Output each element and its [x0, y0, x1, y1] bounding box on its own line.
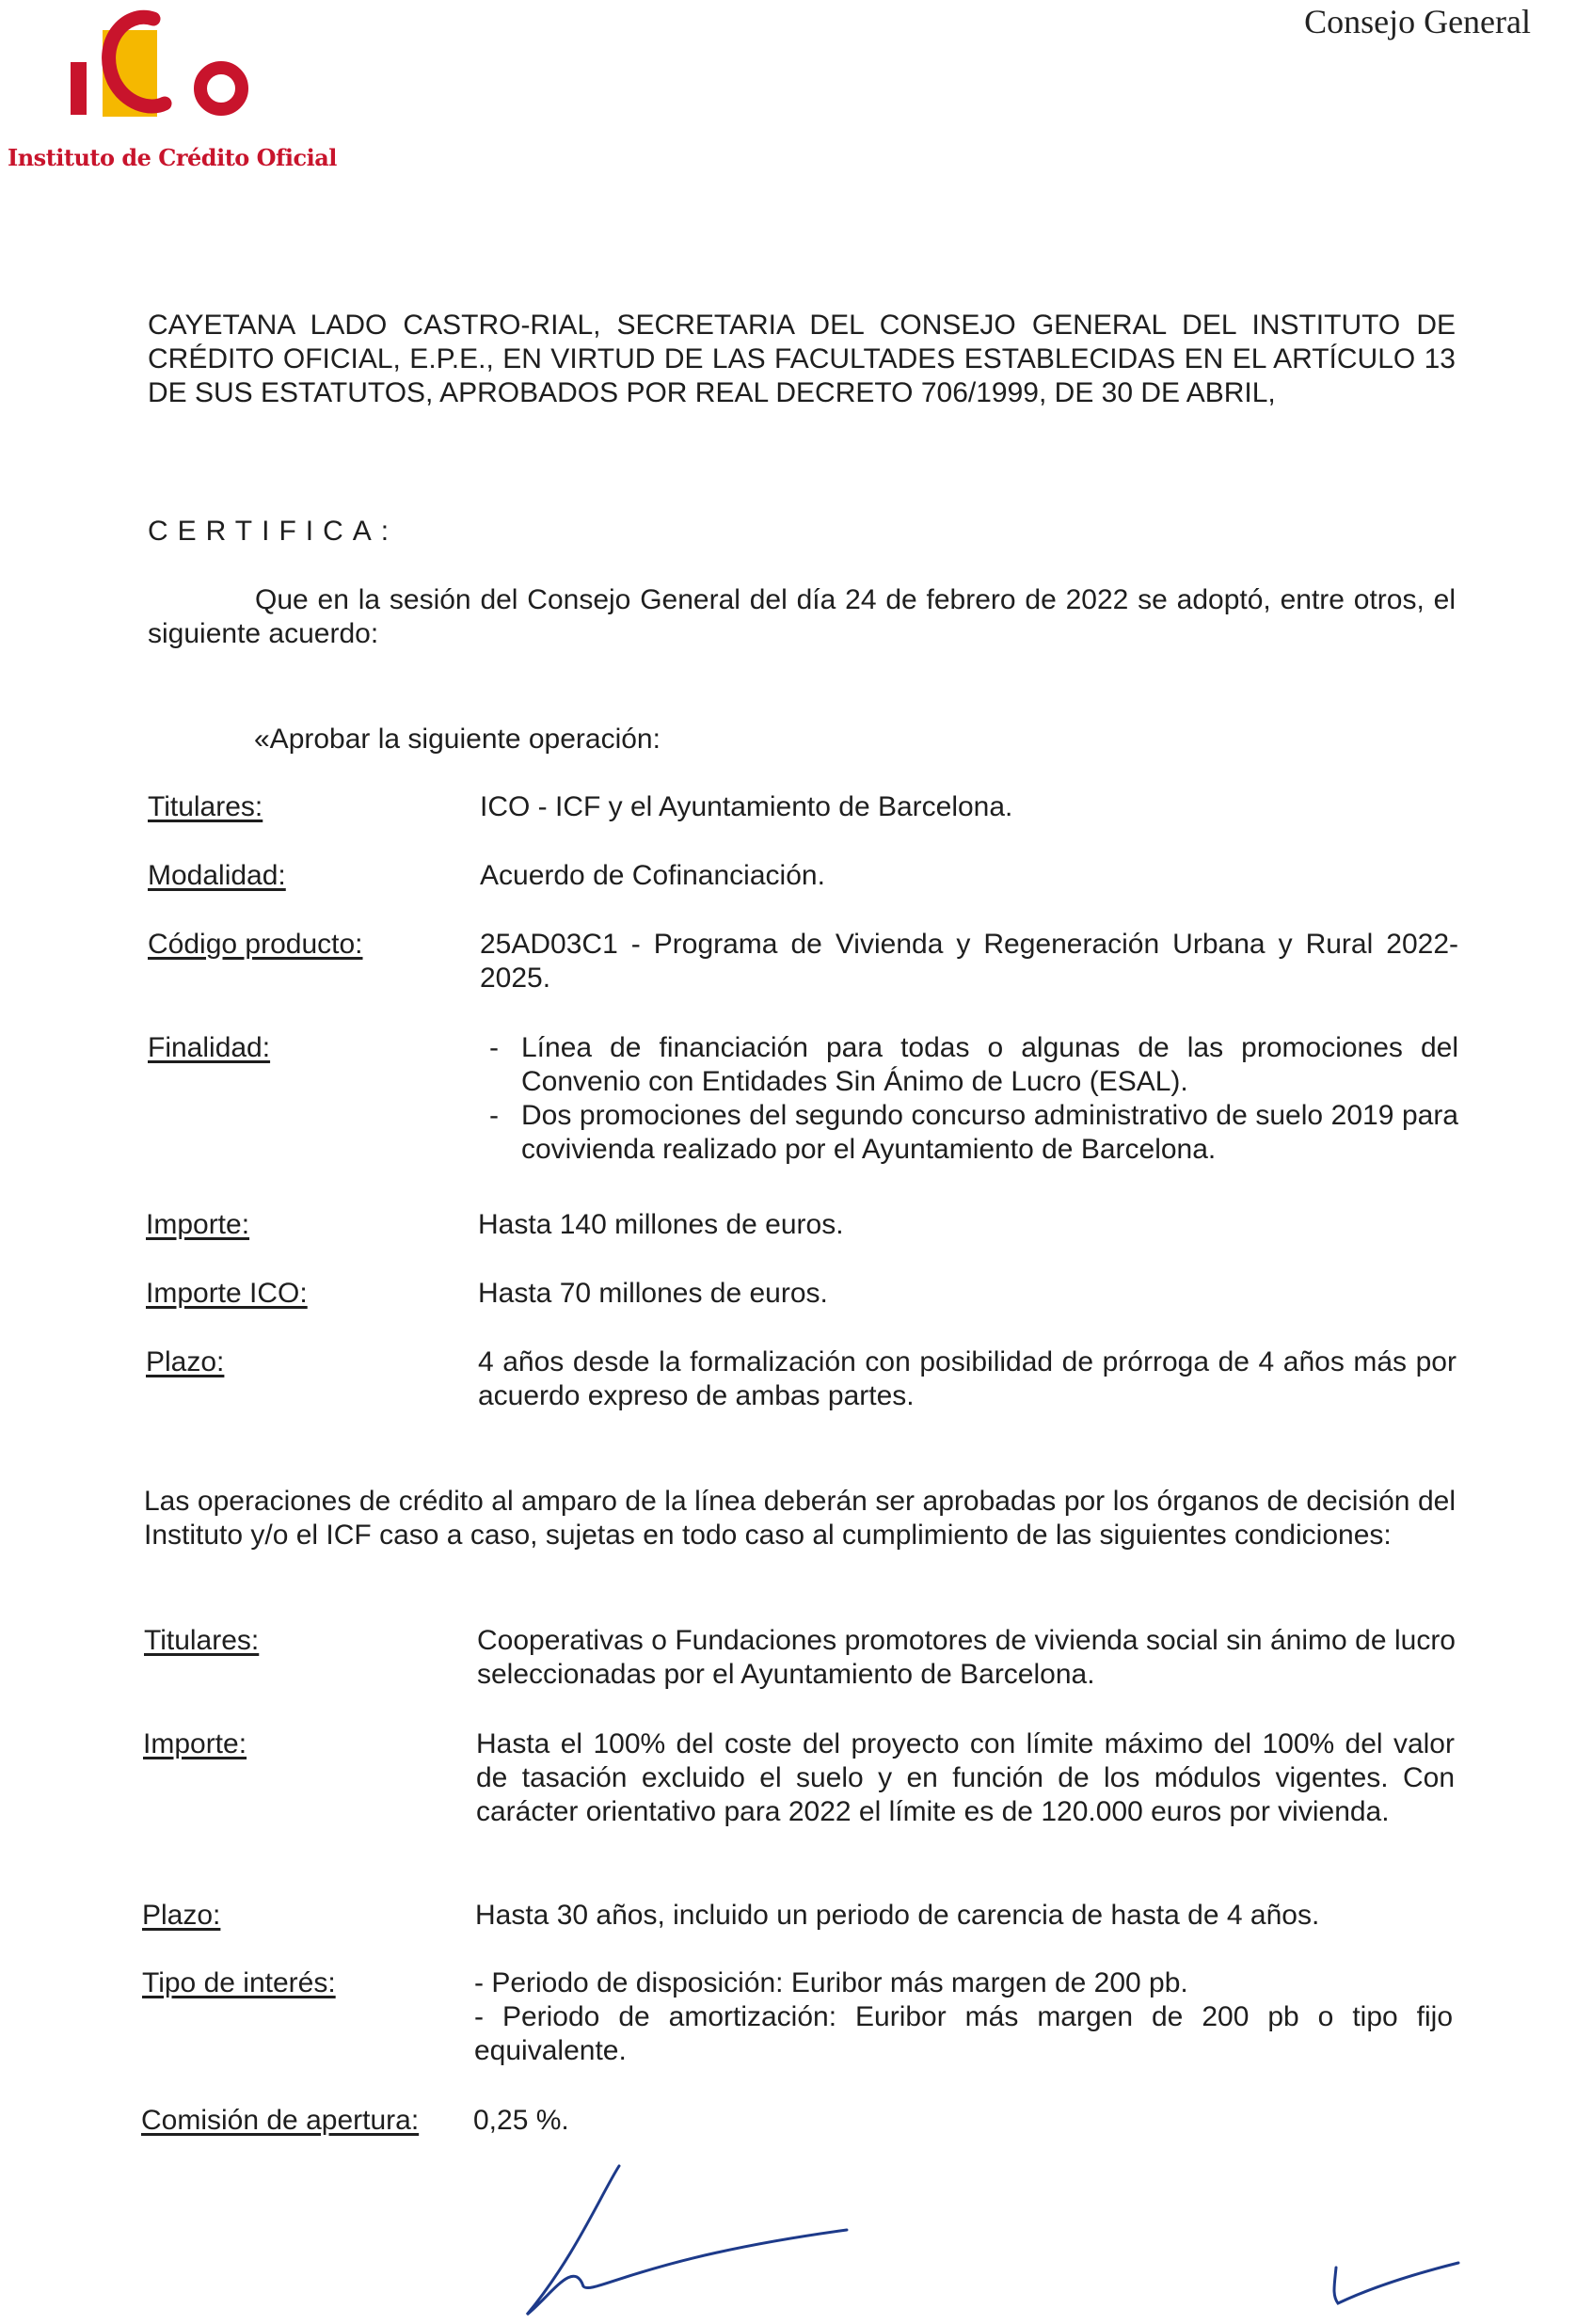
- conditions-titulares-value: Cooperativas o Fundaciones promotores de vivienda social sin ánimo de lucro seleccionadas por el Ayuntamiento de Barcelona.: [477, 1625, 1456, 1690]
- org-name: Instituto de Crédito Oficial: [8, 144, 337, 171]
- finalidad-item: - Línea de financiación para todas o algunas de las promociones del Convenio con Entidades Sin Ánimo de Lucro (ESAL).: [480, 1031, 1458, 1099]
- operation-titulares-value: ICO - ICF y el Ayuntamiento de Barcelona.: [480, 791, 1013, 822]
- operation-importe-value: Hasta 140 millones de euros.: [478, 1209, 844, 1240]
- operation-modalidad-value: Acuerdo de Cofinanciación.: [480, 860, 825, 891]
- conditions-titulares-label: Titulares:: [144, 1625, 260, 1656]
- logo-letter-o: [200, 68, 242, 109]
- operation-plazo-value: 4 años desde la formalización con posibilidad de prórroga de 4 años más por acuerdo expreso de ambas partes.: [478, 1346, 1457, 1411]
- interes-amortizacion: - Periodo de amortización: Euribor más margen de 200 pb o tipo fijo equivalente.: [474, 2001, 1453, 2066]
- approve-line: «Aprobar la siguiente operación:: [254, 724, 661, 755]
- operation-plazo-label: Plazo:: [146, 1346, 225, 1377]
- conditions-intro-paragraph: Las operaciones de crédito al amparo de la línea deberán ser aprobadas por los órganos de decisión del Instituto y/o el ICF caso a caso, sujetas en todo caso al cumplimiento de las siguientes condiciones:: [144, 1486, 1456, 1551]
- intro-paragraph: CAYETANA LADO CASTRO-RIAL, SECRETARIA DEL CONSEJO GENERAL DEL INSTITUTO DE CRÉDITO OFICIAL, E.P.E., EN VIRTUD DE LAS FACULTADES ESTABLECIDAS EN EL ARTÍCULO 13 DE SUS ESTATUTOS, APROBADOS POR REAL DECRETO 706/1999, DE 30 DE ABRIL,: [148, 310, 1456, 408]
- conditions-importe-value: Hasta el 100% del coste del proyecto con límite máximo del 100% del valor de tasación excluido el suelo y en función de los módulos vigentes. Con carácter orientativo para 2022 el límite es de 120.000 euros por vivienda.: [476, 1728, 1455, 1827]
- conditions-plazo-label: Plazo:: [142, 1900, 221, 1931]
- interes-disposicion: - Periodo de disposición: Euribor más margen de 200 pb.: [474, 1967, 1188, 1998]
- operation-importe-ico-label: Importe ICO:: [146, 1278, 308, 1309]
- logo-letter-i: [71, 62, 87, 115]
- ico-logo: [8, 6, 337, 175]
- conditions-interes-label: Tipo de interés:: [142, 1967, 336, 1998]
- operation-finalidad-label: Finalidad:: [148, 1032, 271, 1063]
- finalidad-item: - Dos promociones del segundo concurso administrativo de suelo 2019 para covivienda realizado por el Ayuntamiento de Barcelona.: [480, 1099, 1458, 1167]
- operation-codigo-value: 25AD03C1 - Programa de Vivienda y Regeneración Urbana y Rural 2022-2025.: [480, 929, 1458, 994]
- conditions-comision-label: Comisión de apertura:: [141, 2105, 420, 2136]
- operation-finalidad-list: [480, 1031, 1458, 1167]
- conditions-plazo-value: Hasta 30 años, incluido un periodo de carencia de hasta de 4 años.: [475, 1900, 1320, 1931]
- operation-titulares-label: Titulares:: [148, 791, 263, 822]
- conditions-interes-value: [474, 1966, 1453, 2068]
- section-title: Consejo General: [1304, 3, 1531, 40]
- operation-importe-label: Importe:: [146, 1209, 250, 1240]
- certifica-heading: CERTIFICA:: [148, 516, 399, 547]
- initial-mark: [1317, 2239, 1468, 2315]
- conditions-importe-label: Importe:: [143, 1728, 247, 1759]
- operation-codigo-label: Código producto:: [148, 929, 363, 960]
- conditions-comision-value: 0,25 %.: [473, 2105, 569, 2136]
- signature: [508, 2155, 884, 2324]
- session-paragraph: Que en la sesión del Consejo General del día 24 de febrero de 2022 se adoptó, entre otros, el siguiente acuerdo:: [148, 584, 1456, 649]
- operation-importe-ico-value: Hasta 70 millones de euros.: [478, 1278, 828, 1309]
- ico-logo-mark: [59, 6, 276, 128]
- operation-modalidad-label: Modalidad:: [148, 860, 286, 891]
